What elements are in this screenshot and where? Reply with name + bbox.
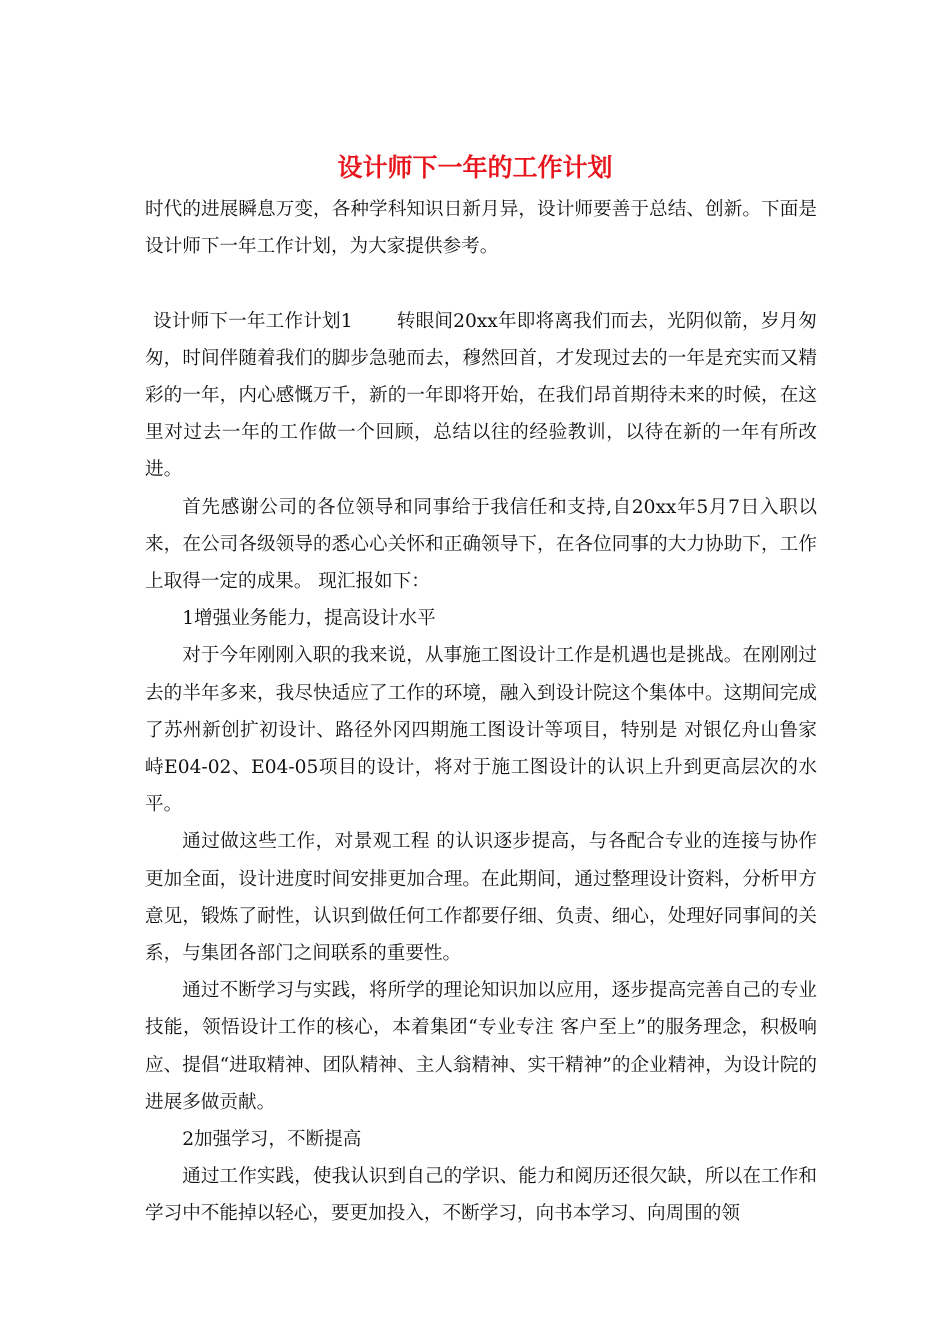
plan-paragraph (145, 303, 817, 489)
plan-heading: 设计师下一年工作计划1 (153, 310, 353, 332)
plan-opening-text: 转眼间20xx年即将离我们而去，光阴似箭，岁月匆匆，时间伴随着我们的脚步急驰而去，穆然回首，才发现过去的一年是充实而又精彩的一年，内心感慨万千，新的一年即将开始，在我们昂首期待未来的时候，在这里对过去一年的工作做一个回顾，总结以往的经验教训，以待在新的一年有所改进。 (145, 310, 817, 481)
document-body (145, 191, 817, 1233)
paragraph-learning-practice: 通过不断学习与实践，将所学的理论知识加以应用，逐步提高完善自己的专业技能，领悟设计工作的核心，本着集团“专业专注 客户至上”的服务理念，积极响应、提倡“进取精神、团队精神、主人翁精神、实干精神”的企业精神，为设计院的进展多做贡献。 (145, 980, 817, 1113)
document-title: 设计师下一年的工作计划 (337, 153, 613, 182)
paragraph-work-review: 对于今年刚刚入职的我来说，从事施工图设计工作是机遇也是挑战。在刚刚过去的半年多来，我尽快适应了工作的环境，融入到设计院这个集体中。这期间完成了苏州新创扩初设计、路径外冈四期施工图设计等项目，特别是 对银亿舟山鲁家峙E04-02、E04-05项目的设计，将对于施工图设计的认识上升到更高层次的水平。 (145, 645, 817, 816)
blank-line (145, 265, 817, 302)
paragraph-cooperation: 通过做这些工作，对景观工程 的认识逐步提高，与各配合专业的连接与协作更加全面，设计进度时间安排更加合理。在此期间，通过整理设计资料，分析甲方意见，锻炼了耐性，认识到做任何工作都要仔细、负责、细心，处理好同事间的关系，与集团各部门之间联系的重要性。 (145, 831, 817, 965)
section-heading-1: 1增强业务能力，提高设计水平 (182, 608, 436, 630)
paragraph-study: 通过工作实践，使我认识到自己的学识、能力和阅历还很欠缺，所以在工作和学习中不能掉以轻心，要更加投入，不断学习，向书本学习、向周围的领 (145, 1166, 817, 1225)
section-heading-2: 2加强学习，不断提高 (182, 1129, 362, 1151)
paragraph-thanks: 首先感谢公司的各位领导和同事给于我信任和支持,自20xx年5月7日入职以来，在公司各级领导的悉心心关怀和正确领导下，在各位同事的大力协助下，工作上取得一定的成果。 现汇报如下： (145, 496, 817, 593)
intro-paragraph: 时代的进展瞬息万变，各种学科知识日新月异，设计师要善于总结、创新。下面是设计师下一年工作计划，为大家提供参考。 (145, 199, 817, 258)
